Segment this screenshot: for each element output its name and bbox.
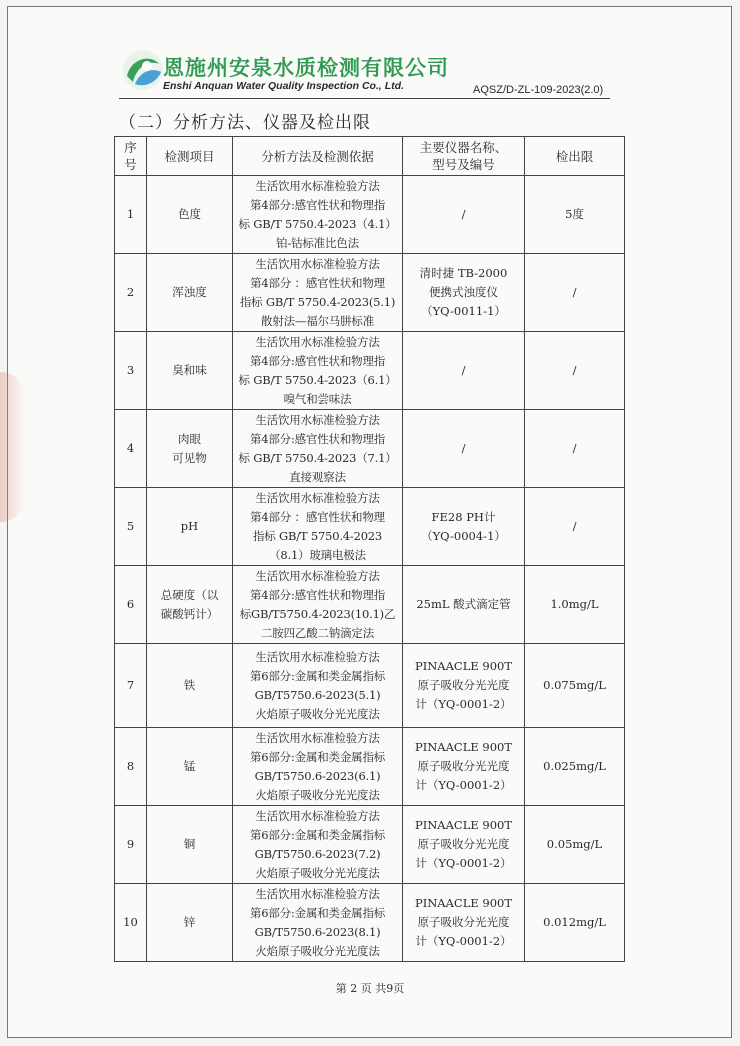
row-number: 10: [115, 884, 147, 962]
method-line: 第4部分:感官性状和物理指: [249, 431, 386, 446]
table-row: [115, 488, 625, 566]
header-method: 分析方法及检测依据: [233, 137, 403, 176]
method-line: 生活饮用水标准检验方法: [255, 649, 380, 664]
method-line: GB/T5750.6-2023(7.2): [254, 846, 381, 861]
method-line: 生活饮用水标准检验方法: [255, 730, 380, 745]
header-divider: [119, 98, 610, 99]
detection-limit: 0.05mg/L: [525, 806, 625, 884]
header-no-line1: 序: [124, 140, 137, 155]
test-item-line: 浑浊度: [172, 285, 207, 299]
detection-limit: 1.0mg/L: [525, 566, 625, 644]
row-number: 2: [115, 254, 147, 332]
test-item: [147, 254, 233, 332]
row-number: 5: [115, 488, 147, 566]
instrument-cell: [403, 176, 525, 254]
instrument-line: PINAACLE 900T: [414, 659, 513, 673]
header-no: [115, 137, 147, 176]
test-item: [147, 566, 233, 644]
test-item-line: 色度: [178, 207, 201, 221]
method-line: 第4部分 ：感官性状和物理: [250, 509, 385, 524]
method-cell: [233, 806, 403, 884]
row-number: 4: [115, 410, 147, 488]
test-item: [147, 644, 233, 728]
method-line: 生活饮用水标准检验方法: [255, 490, 380, 505]
header-limit: 检出限: [525, 137, 625, 176]
detection-limit: 0.025mg/L: [525, 728, 625, 806]
instrument-line: /: [461, 441, 466, 455]
test-item: [147, 728, 233, 806]
method-cell: [233, 254, 403, 332]
instrument-cell: [403, 488, 525, 566]
detection-limit: 0.075mg/L: [525, 644, 625, 728]
method-line: 生活饮用水标准检验方法: [255, 334, 380, 349]
method-line: 标 GB/T 5750.4-2023（6.1）: [238, 372, 397, 387]
method-cell: [233, 488, 403, 566]
header-instrument-line1: 主要仪器名称、: [419, 140, 508, 155]
method-line: 第4部分:感官性状和物理指: [249, 353, 386, 368]
method-line: 第6部分:金属和类金属指标: [249, 749, 386, 764]
company-name-cn: 恩施州安泉水质检测有限公司: [163, 56, 449, 80]
instrument-line: 便携式浊度仪: [429, 285, 498, 299]
method-line: 散射法—福尔马肼标准: [261, 313, 374, 328]
method-line: 指标 GB/T 5750.4-2023(5.1): [239, 294, 396, 309]
instrument-line: 计（YQ-0001-2）: [415, 778, 512, 792]
method-line: 标GB/T5750.4-2023(10.1)乙: [239, 606, 396, 621]
method-line: 生活饮用水标准检验方法: [255, 886, 380, 901]
table-header-row: [115, 137, 625, 176]
test-item-line: 肉眼: [178, 431, 201, 446]
table-row: [115, 254, 625, 332]
test-item-line: 总硬度（以: [160, 587, 219, 602]
table-row: [115, 728, 625, 806]
method-line: 第6部分:金属和类金属指标: [249, 668, 386, 683]
method-line: 嗅气和尝味法: [283, 391, 352, 406]
instrument-line: （YQ-0011-1）: [421, 304, 506, 318]
test-item-line: 可见物: [172, 450, 207, 465]
method-line: 指标 GB/T 5750.4-2023: [252, 528, 383, 543]
method-line: 生活饮用水标准检验方法: [255, 808, 380, 823]
test-item-line: 铁: [183, 678, 196, 692]
method-cell: [233, 410, 403, 488]
instrument-cell: [403, 644, 525, 728]
seal-stamp-fragment: [0, 372, 26, 522]
method-line: 标 GB/T 5750.4-2023（4.1）: [238, 216, 397, 231]
row-number: 1: [115, 176, 147, 254]
method-line: 生活饮用水标准检验方法: [255, 568, 380, 583]
instrument-line: 原子吸收分光光度: [417, 678, 510, 692]
instrument-line: 原子吸收分光光度: [417, 837, 510, 851]
detection-limit: /: [525, 332, 625, 410]
method-line: 生活饮用水标准检验方法: [255, 256, 380, 271]
instrument-cell: [403, 410, 525, 488]
table-row: [115, 644, 625, 728]
test-item-line: 锰: [183, 759, 196, 773]
detection-limit: /: [525, 254, 625, 332]
method-line: 二胺四乙酸二钠滴定法: [261, 625, 374, 640]
table-row: [115, 566, 625, 644]
test-item: [147, 806, 233, 884]
company-name-en: Enshi Anquan Water Quality Inspection Co., Ltd.: [163, 80, 404, 92]
header-no-line2: 号: [124, 157, 137, 172]
instrument-cell: [403, 806, 525, 884]
instrument-cell: [403, 566, 525, 644]
letterhead: [115, 42, 615, 100]
detection-limit: 0.012mg/L: [525, 884, 625, 962]
test-item: [147, 884, 233, 962]
instrument-line: 清时捷 TB-2000: [419, 266, 508, 280]
header-instrument-line2: 型号及编号: [432, 157, 495, 172]
instrument-line: FE28 PH计: [431, 509, 496, 524]
test-item-line: 锌: [183, 915, 196, 929]
method-line: GB/T5750.6-2023(6.1): [254, 768, 381, 783]
method-line: 第4部分 ：感官性状和物理: [250, 275, 385, 290]
instrument-line: /: [461, 207, 466, 221]
instrument-line: 原子吸收分光光度: [417, 915, 510, 929]
method-line: 火焰原子吸收分光光度法: [255, 943, 380, 958]
method-cell: [233, 728, 403, 806]
instrument-line: /: [461, 363, 466, 377]
test-item-line: 碳酸钙计）: [160, 606, 219, 621]
test-item: [147, 410, 233, 488]
table-row: [115, 806, 625, 884]
method-line: 生活饮用水标准检验方法: [255, 412, 380, 427]
instrument-line: PINAACLE 900T: [414, 818, 513, 832]
row-number: 7: [115, 644, 147, 728]
instrument-line: PINAACLE 900T: [414, 896, 513, 910]
instrument-cell: [403, 884, 525, 962]
test-item: [147, 488, 233, 566]
table-row: [115, 176, 625, 254]
table-row: [115, 884, 625, 962]
table-row: [115, 410, 625, 488]
method-line: （8.1）玻璃电极法: [269, 547, 366, 562]
page-footer: 第 2 页 共9页: [335, 982, 405, 995]
company-logo-icon: [121, 48, 165, 92]
method-cell: [233, 884, 403, 962]
method-line: 生活饮用水标准检验方法: [255, 178, 380, 193]
row-number: 8: [115, 728, 147, 806]
test-item: [147, 332, 233, 410]
method-line: GB/T5750.6-2023(5.1): [254, 687, 381, 702]
section-title: （二）分析方法、仪器及检出限: [119, 113, 371, 133]
header-item: 检测项目: [147, 137, 233, 176]
method-line: 火焰原子吸收分光光度法: [255, 706, 380, 721]
instrument-cell: [403, 728, 525, 806]
detection-limit: 5度: [525, 176, 625, 254]
table-body: [115, 176, 625, 962]
row-number: 9: [115, 806, 147, 884]
table-row: [115, 332, 625, 410]
method-line: 标 GB/T 5750.4-2023（7.1）: [238, 450, 397, 465]
method-line: 铂-钴标准比色法: [276, 235, 359, 250]
instrument-cell: [403, 254, 525, 332]
test-item-line: 臭和味: [172, 363, 207, 377]
detection-limit: /: [525, 488, 625, 566]
method-line: 第4部分:感官性状和物理指: [249, 587, 386, 602]
method-cell: [233, 644, 403, 728]
instrument-line: 原子吸收分光光度: [417, 759, 510, 773]
instrument-line: （YQ-0004-1）: [421, 528, 506, 543]
method-cell: [233, 566, 403, 644]
instrument-line: 计（YQ-0001-2）: [415, 856, 512, 870]
method-line: GB/T5750.6-2023(8.1): [254, 924, 381, 939]
method-line: 火焰原子吸收分光光度法: [255, 787, 380, 802]
row-number: 6: [115, 566, 147, 644]
method-line: 第6部分:金属和类金属指标: [249, 905, 386, 920]
method-cell: [233, 176, 403, 254]
method-line: 第6部分:金属和类金属指标: [249, 827, 386, 842]
document-code: AQSZ/D-ZL-109-2023(2.0): [473, 84, 604, 96]
instrument-line: PINAACLE 900T: [414, 740, 513, 754]
test-item-line: pH: [180, 519, 199, 533]
method-cell: [233, 332, 403, 410]
methods-table: [114, 136, 625, 962]
method-line: 第4部分:感官性状和物理指: [249, 197, 386, 212]
instrument-line: 计（YQ-0001-2）: [415, 934, 512, 948]
instrument-cell: [403, 332, 525, 410]
instrument-line: 计（YQ-0001-2）: [415, 697, 512, 711]
method-line: 火焰原子吸收分光光度法: [255, 865, 380, 880]
instrument-line: 25mL 酸式滴定管: [416, 597, 511, 611]
method-line: 直接观察法: [289, 469, 346, 484]
test-item-line: 铜: [183, 837, 196, 851]
header-instrument: [403, 137, 525, 176]
test-item: [147, 176, 233, 254]
detection-limit: /: [525, 410, 625, 488]
row-number: 3: [115, 332, 147, 410]
